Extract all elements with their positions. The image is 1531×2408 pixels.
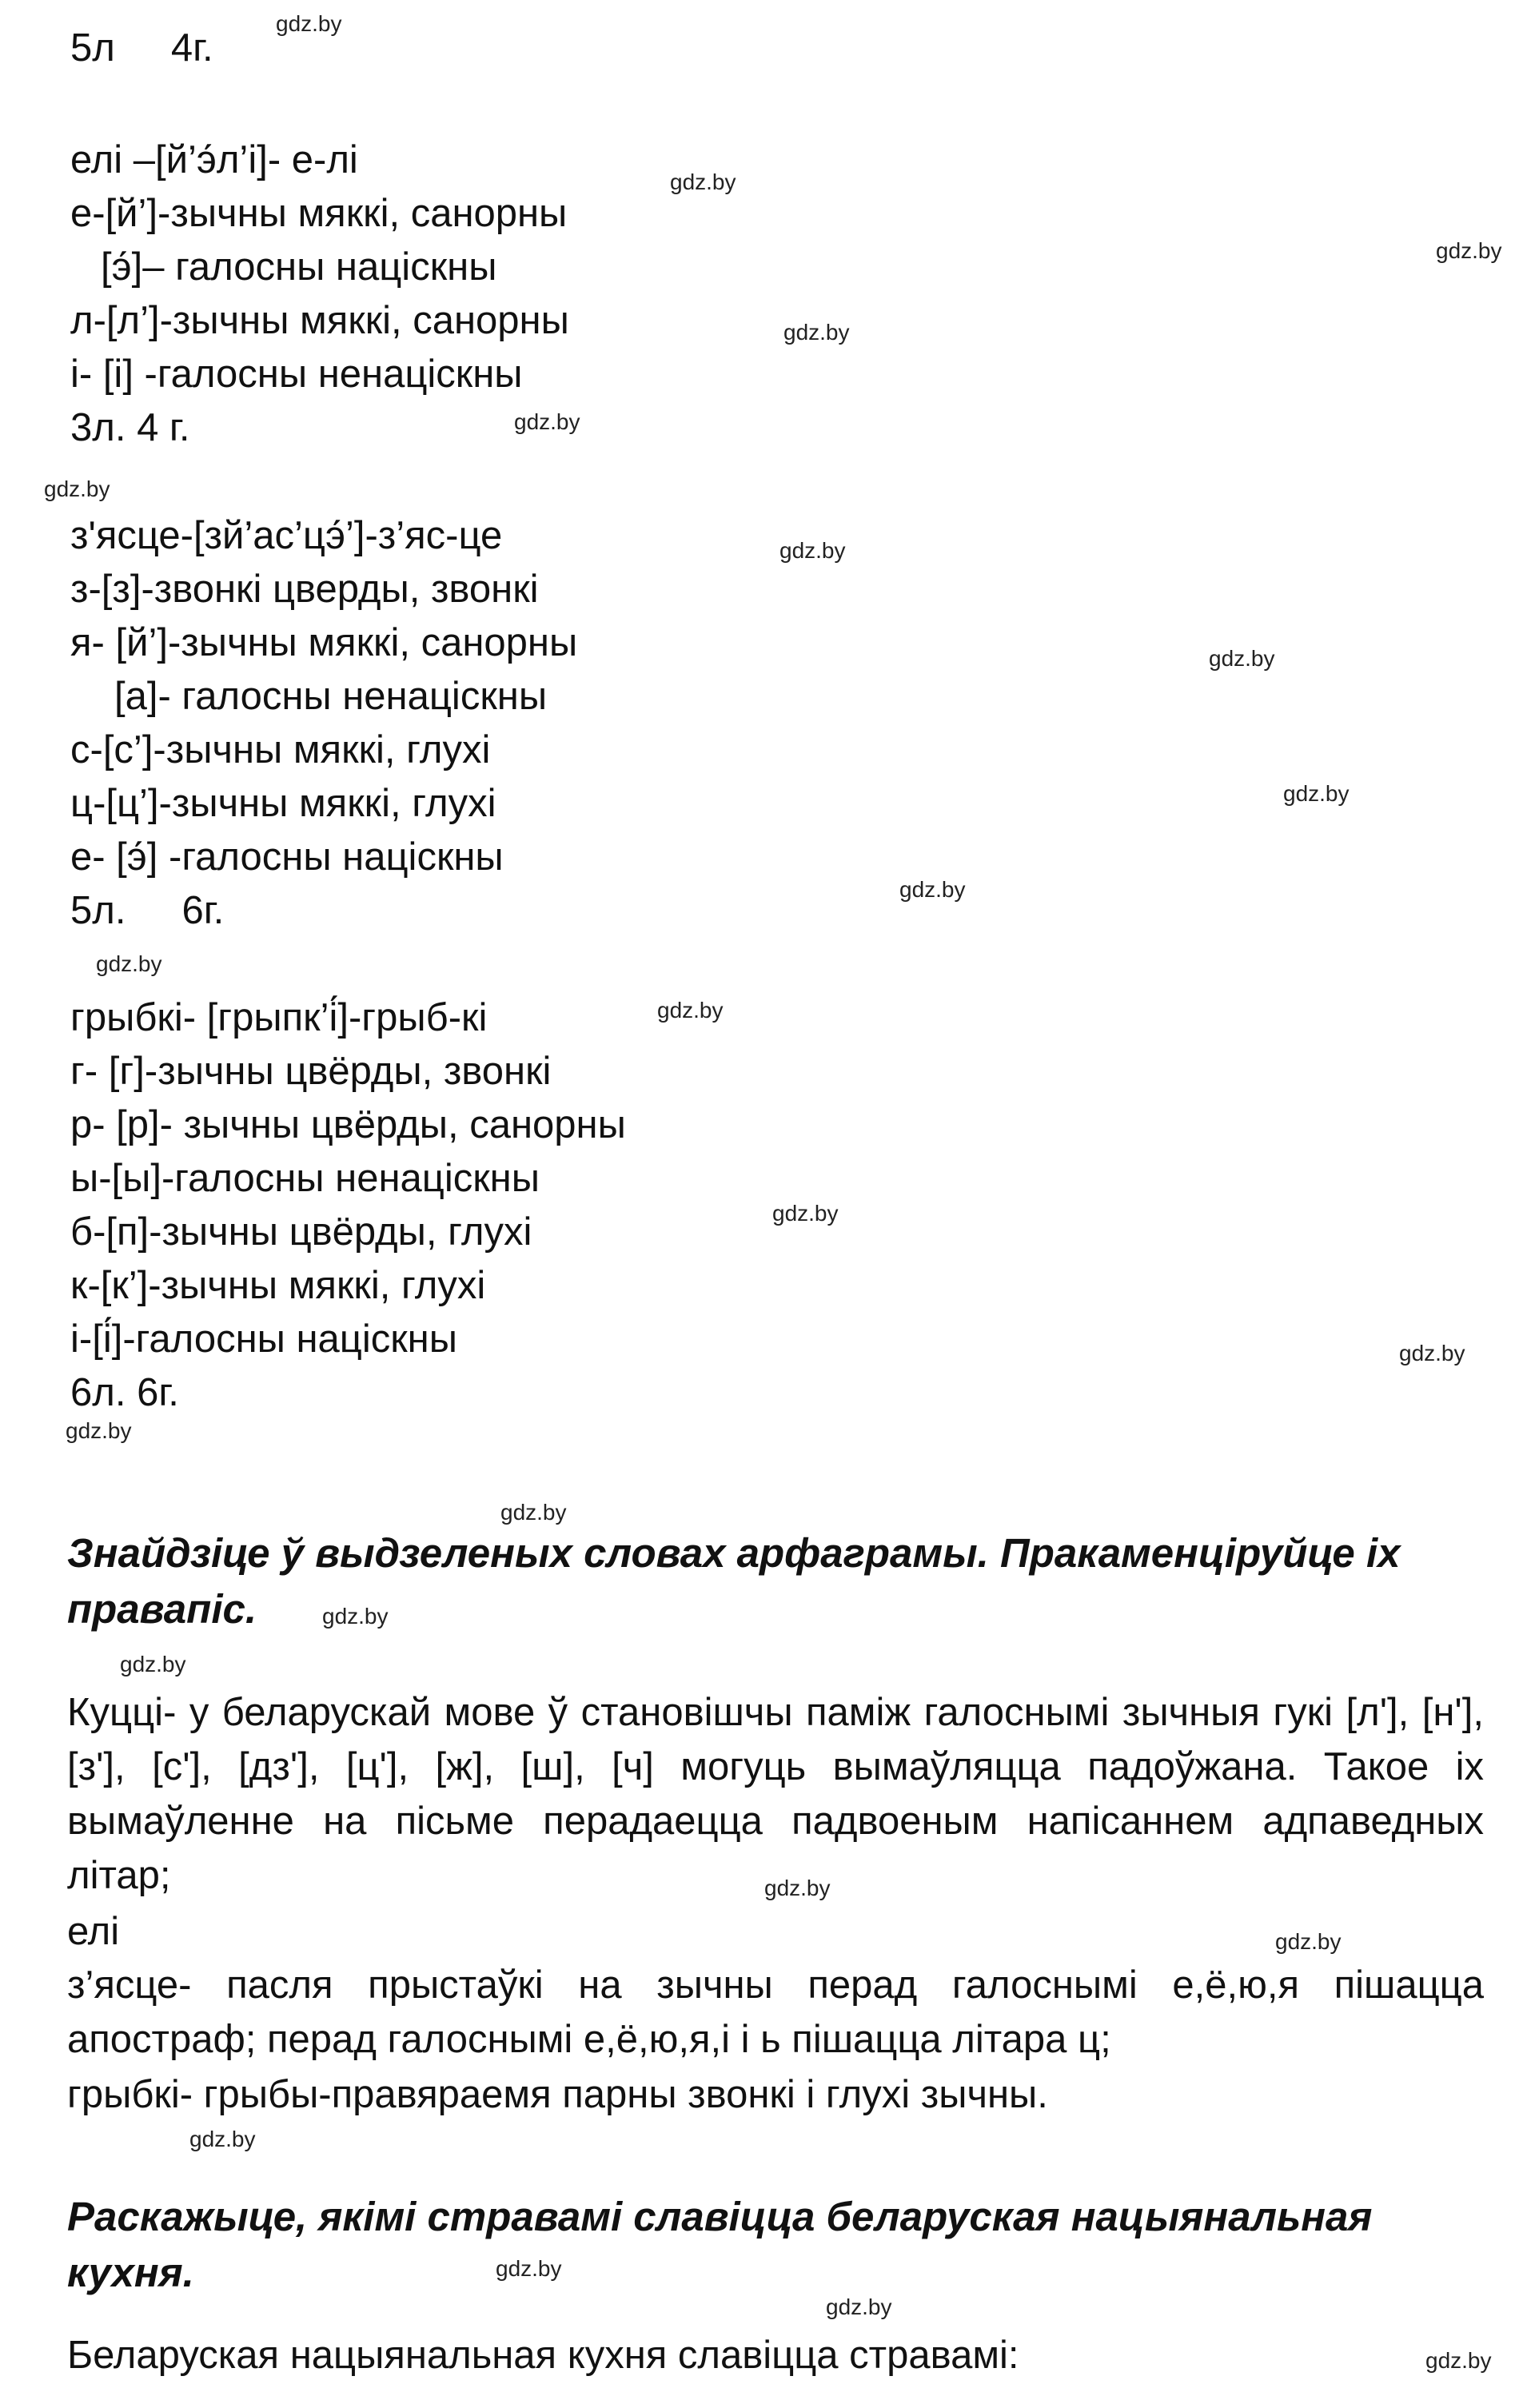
watermark: gdz.by [66,1418,132,1443]
orthogram-grybki: грыбкі- грыбы-правяраемя парны звонкі і глухі зычны. [67,2073,1048,2116]
phonetic-line: ц-[ц’]-зычны мяккі, глухі [70,782,496,825]
watermark: gdz.by [514,409,580,434]
orthogram-zyasce [67,1958,1484,2067]
task-heading: Раскажыце, якімі стравамі славіцца беларуская нацыянальная кухня. [67,2194,1373,2295]
watermark: gdz.by [899,877,966,902]
syllable-letter-count [70,24,213,72]
sound-count: 4г. [170,26,213,70]
word-grybki-title: грыбкі- [грыпк’і́]-грыб-кі [70,996,488,1039]
watermark: gdz.by [189,2127,256,2151]
watermark: gdz.by [764,1876,831,1900]
syllable-letter-count: 6л. 6г. [70,1371,179,1414]
letter-count: 5л. [70,889,126,932]
answer-start: Беларуская нацыянальная кухня славіцца стравамі: [67,2334,1019,2377]
phonetic-line: л-[л’]-зычны мяккі, санорны [70,299,569,342]
watermark: gdz.by [670,169,736,194]
phonetic-line: і- [і] -галосны ненаціскны [70,353,523,396]
watermark: gdz.by [772,1201,839,1226]
watermark: gdz.by [779,538,846,563]
phonetic-line: б-[п]-зычны цвёрды, глухі [70,1210,532,1254]
watermark: gdz.by [500,1500,567,1525]
watermark: gdz.by [826,2294,892,2319]
syllable-letter-count [70,887,224,935]
letter-count: 5л [70,26,115,70]
sound-count: 6г. [181,889,225,932]
watermark: gdz.by [322,1604,389,1629]
task-heading: Знайдзіце ў выдзеленых словах арфаграмы. Пракаменціруйце іх правапіс. [67,1530,1401,1632]
watermark: gdz.by [1399,1341,1465,1365]
word-kuccy: Куцці [67,1691,164,1734]
phonetic-line: я- [й’]-зычны мяккі, санорны [70,621,578,664]
watermark: gdz.by [1209,646,1275,671]
watermark: gdz.by [1425,2348,1492,2373]
phonetic-line: [а]- галосны ненаціскны [114,675,548,718]
watermark: gdz.by [1436,238,1502,263]
word-zyasce-title: з'ясце-[зй’ас’цэ́’]-з’яс-це [70,514,503,557]
phonetic-line: р- [р]- зычны цвёрды, санорны [70,1103,626,1146]
watermark: gdz.by [276,11,342,36]
phonetic-line: к-[к’]-зычны мяккі, глухі [70,1264,486,1307]
watermark: gdz.by [120,1652,186,1676]
phonetic-line: з-[з]-звонкі цверды, звонкі [70,568,539,611]
watermark: gdz.by [496,2256,562,2281]
watermark: gdz.by [783,320,850,345]
watermark: gdz.by [657,998,724,1023]
phonetic-line: і-[і́]-галосны націскны [70,1318,457,1361]
phonetic-line: г- [г]-зычны цвёрды, звонкі [70,1050,552,1093]
watermark: gdz.by [44,476,110,501]
kuccy-rule: - у беларускай мове ў становішчы паміж галоснымі зычныя гукі [л'], [н'], [з'], [с'], [дз'], [ц'], [ж], [ш], [ч] могуць вымаўляцца падоўжана. Такое іх вымаўленне на пісьме перадаецца падвоеным напісаннем адпаведных літар; [67,1691,1484,1897]
phonetic-line: с-[с’]-зычны мяккі, глухі [70,728,491,771]
word-eli-line: елі [67,1910,120,1953]
phonetic-line: е-[й’]-зычны мяккі, санорны [70,192,568,235]
syllable-letter-count: 3л. 4 г. [70,406,190,449]
zyasce-rule: - пасля прыстаўкі на зычны перад галоснымі е,ё,ю,я пішацца апостраф; перад галоснымі е,ё,ю,я,і і ь пішацца літара ц; [67,1963,1484,2061]
orthogram-kuccy [67,1685,1484,1903]
phonetic-line: е- [э́] -галосны націскны [70,835,504,879]
word-eli-title: елі –[й’э́л’і]- е-лі [70,138,358,181]
watermark: gdz.by [1275,1929,1342,1954]
phonetic-line: ы-[ы]-галосны ненаціскны [70,1157,540,1200]
word-zyasce: з’ясце [67,1963,179,2007]
watermark: gdz.by [96,951,162,976]
phonetic-line: [э́]– галосны націскны [101,245,497,289]
watermark: gdz.by [1283,781,1350,806]
